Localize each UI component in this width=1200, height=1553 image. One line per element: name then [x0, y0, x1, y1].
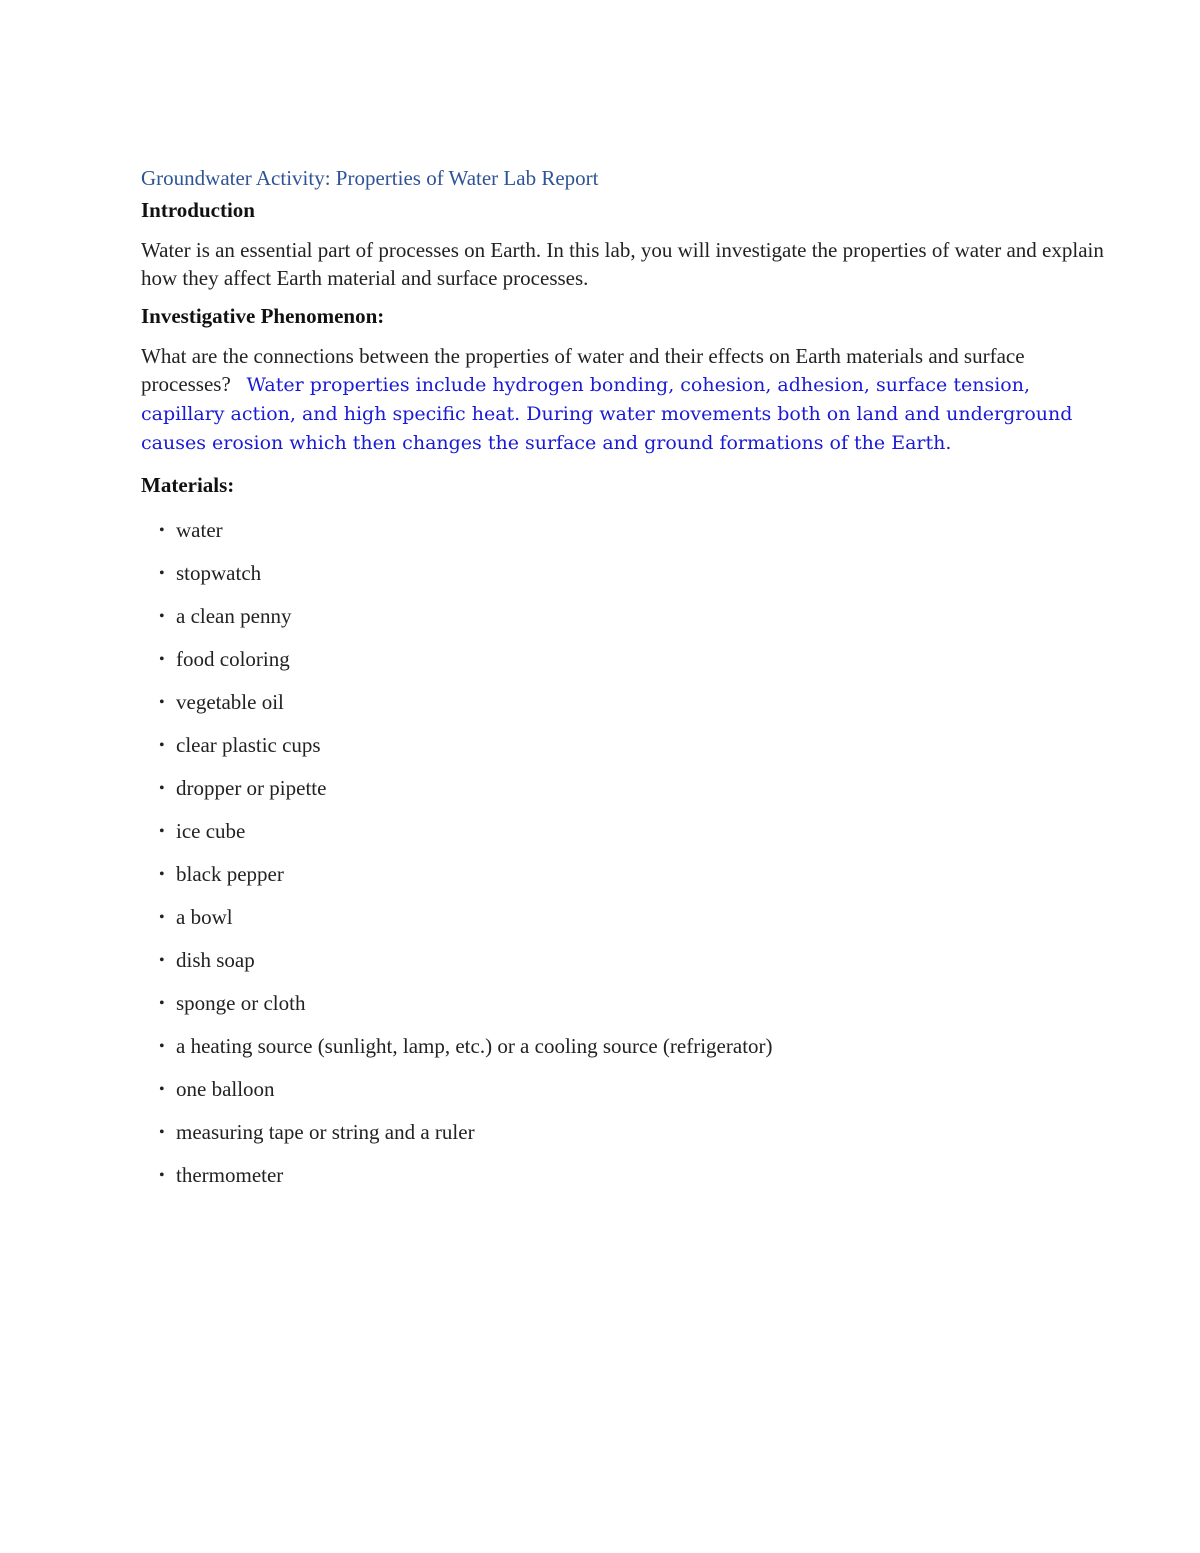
phenomenon-question: What are the connections between the properties of water and their effects on Earth materials and surface processes?	[141, 344, 1025, 396]
material-label: vegetable oil	[176, 690, 284, 714]
introduction-heading: Introduction	[141, 198, 255, 222]
list-item	[141, 552, 1116, 595]
list-item	[141, 1154, 1116, 1197]
bullet-icon: •	[159, 823, 165, 840]
investigative-phenomenon-heading: Investigative Phenomenon:	[141, 304, 385, 328]
document-content	[141, 162, 1116, 1197]
list-item	[141, 681, 1116, 724]
material-label: clear plastic cups	[176, 733, 321, 757]
bullet-icon: •	[159, 737, 165, 754]
list-item	[141, 939, 1116, 982]
material-label: dropper or pipette	[176, 776, 327, 800]
phenomenon-answer: Water properties include hydrogen bonding, cohesion, adhesion, surface tension, capillary action, and high specific heat. During water movements both on land and underground causes erosion which then changes the surface and ground formations of the Earth.	[141, 374, 1073, 454]
material-label: ice cube	[176, 819, 246, 843]
list-item	[141, 638, 1116, 681]
bullet-icon: •	[159, 1167, 165, 1184]
material-label: one balloon	[176, 1077, 275, 1101]
list-item	[141, 1068, 1116, 1111]
list-item	[141, 896, 1116, 939]
bullet-icon: •	[159, 909, 165, 926]
material-label: a bowl	[176, 905, 233, 929]
investigative-phenomenon-paragraph	[141, 342, 1116, 457]
bullet-icon: •	[159, 995, 165, 1012]
list-item	[141, 509, 1116, 552]
list-item	[141, 982, 1116, 1025]
bullet-icon: •	[159, 866, 165, 883]
bullet-icon: •	[159, 522, 165, 539]
material-label: a heating source (sunlight, lamp, etc.) or a cooling source (refrigerator)	[176, 1034, 773, 1058]
materials-heading: Materials:	[141, 473, 235, 497]
material-label: a clean penny	[176, 604, 292, 628]
list-item	[141, 853, 1116, 896]
list-item	[141, 1025, 1116, 1068]
material-label: dish soap	[176, 948, 255, 972]
bullet-icon: •	[159, 780, 165, 797]
bullet-icon: •	[159, 1124, 165, 1141]
list-item	[141, 595, 1116, 638]
material-label: food coloring	[176, 647, 290, 671]
list-item	[141, 1111, 1116, 1154]
bullet-icon: •	[159, 608, 165, 625]
list-item	[141, 767, 1116, 810]
material-label: thermometer	[176, 1163, 284, 1187]
bullet-icon: •	[159, 952, 165, 969]
document-title: Groundwater Activity: Properties of Water Lab Report	[141, 166, 599, 190]
material-label: black pepper	[176, 862, 284, 886]
introduction-text: Water is an essential part of processes on Earth. In this lab, you will investigate the properties of water and explain how they affect Earth material and surface processes.	[141, 238, 1104, 290]
list-item	[141, 724, 1116, 767]
bullet-icon: •	[159, 1038, 165, 1055]
bullet-icon: •	[159, 1081, 165, 1098]
bullet-icon: •	[159, 651, 165, 668]
bullet-icon: •	[159, 694, 165, 711]
material-label: water	[176, 518, 223, 542]
material-label: measuring tape or string and a ruler	[176, 1120, 475, 1144]
material-label: sponge or cloth	[176, 991, 306, 1015]
materials-list	[141, 509, 1116, 1197]
bullet-icon: •	[159, 565, 165, 582]
list-item	[141, 810, 1116, 853]
material-label: stopwatch	[176, 561, 262, 585]
